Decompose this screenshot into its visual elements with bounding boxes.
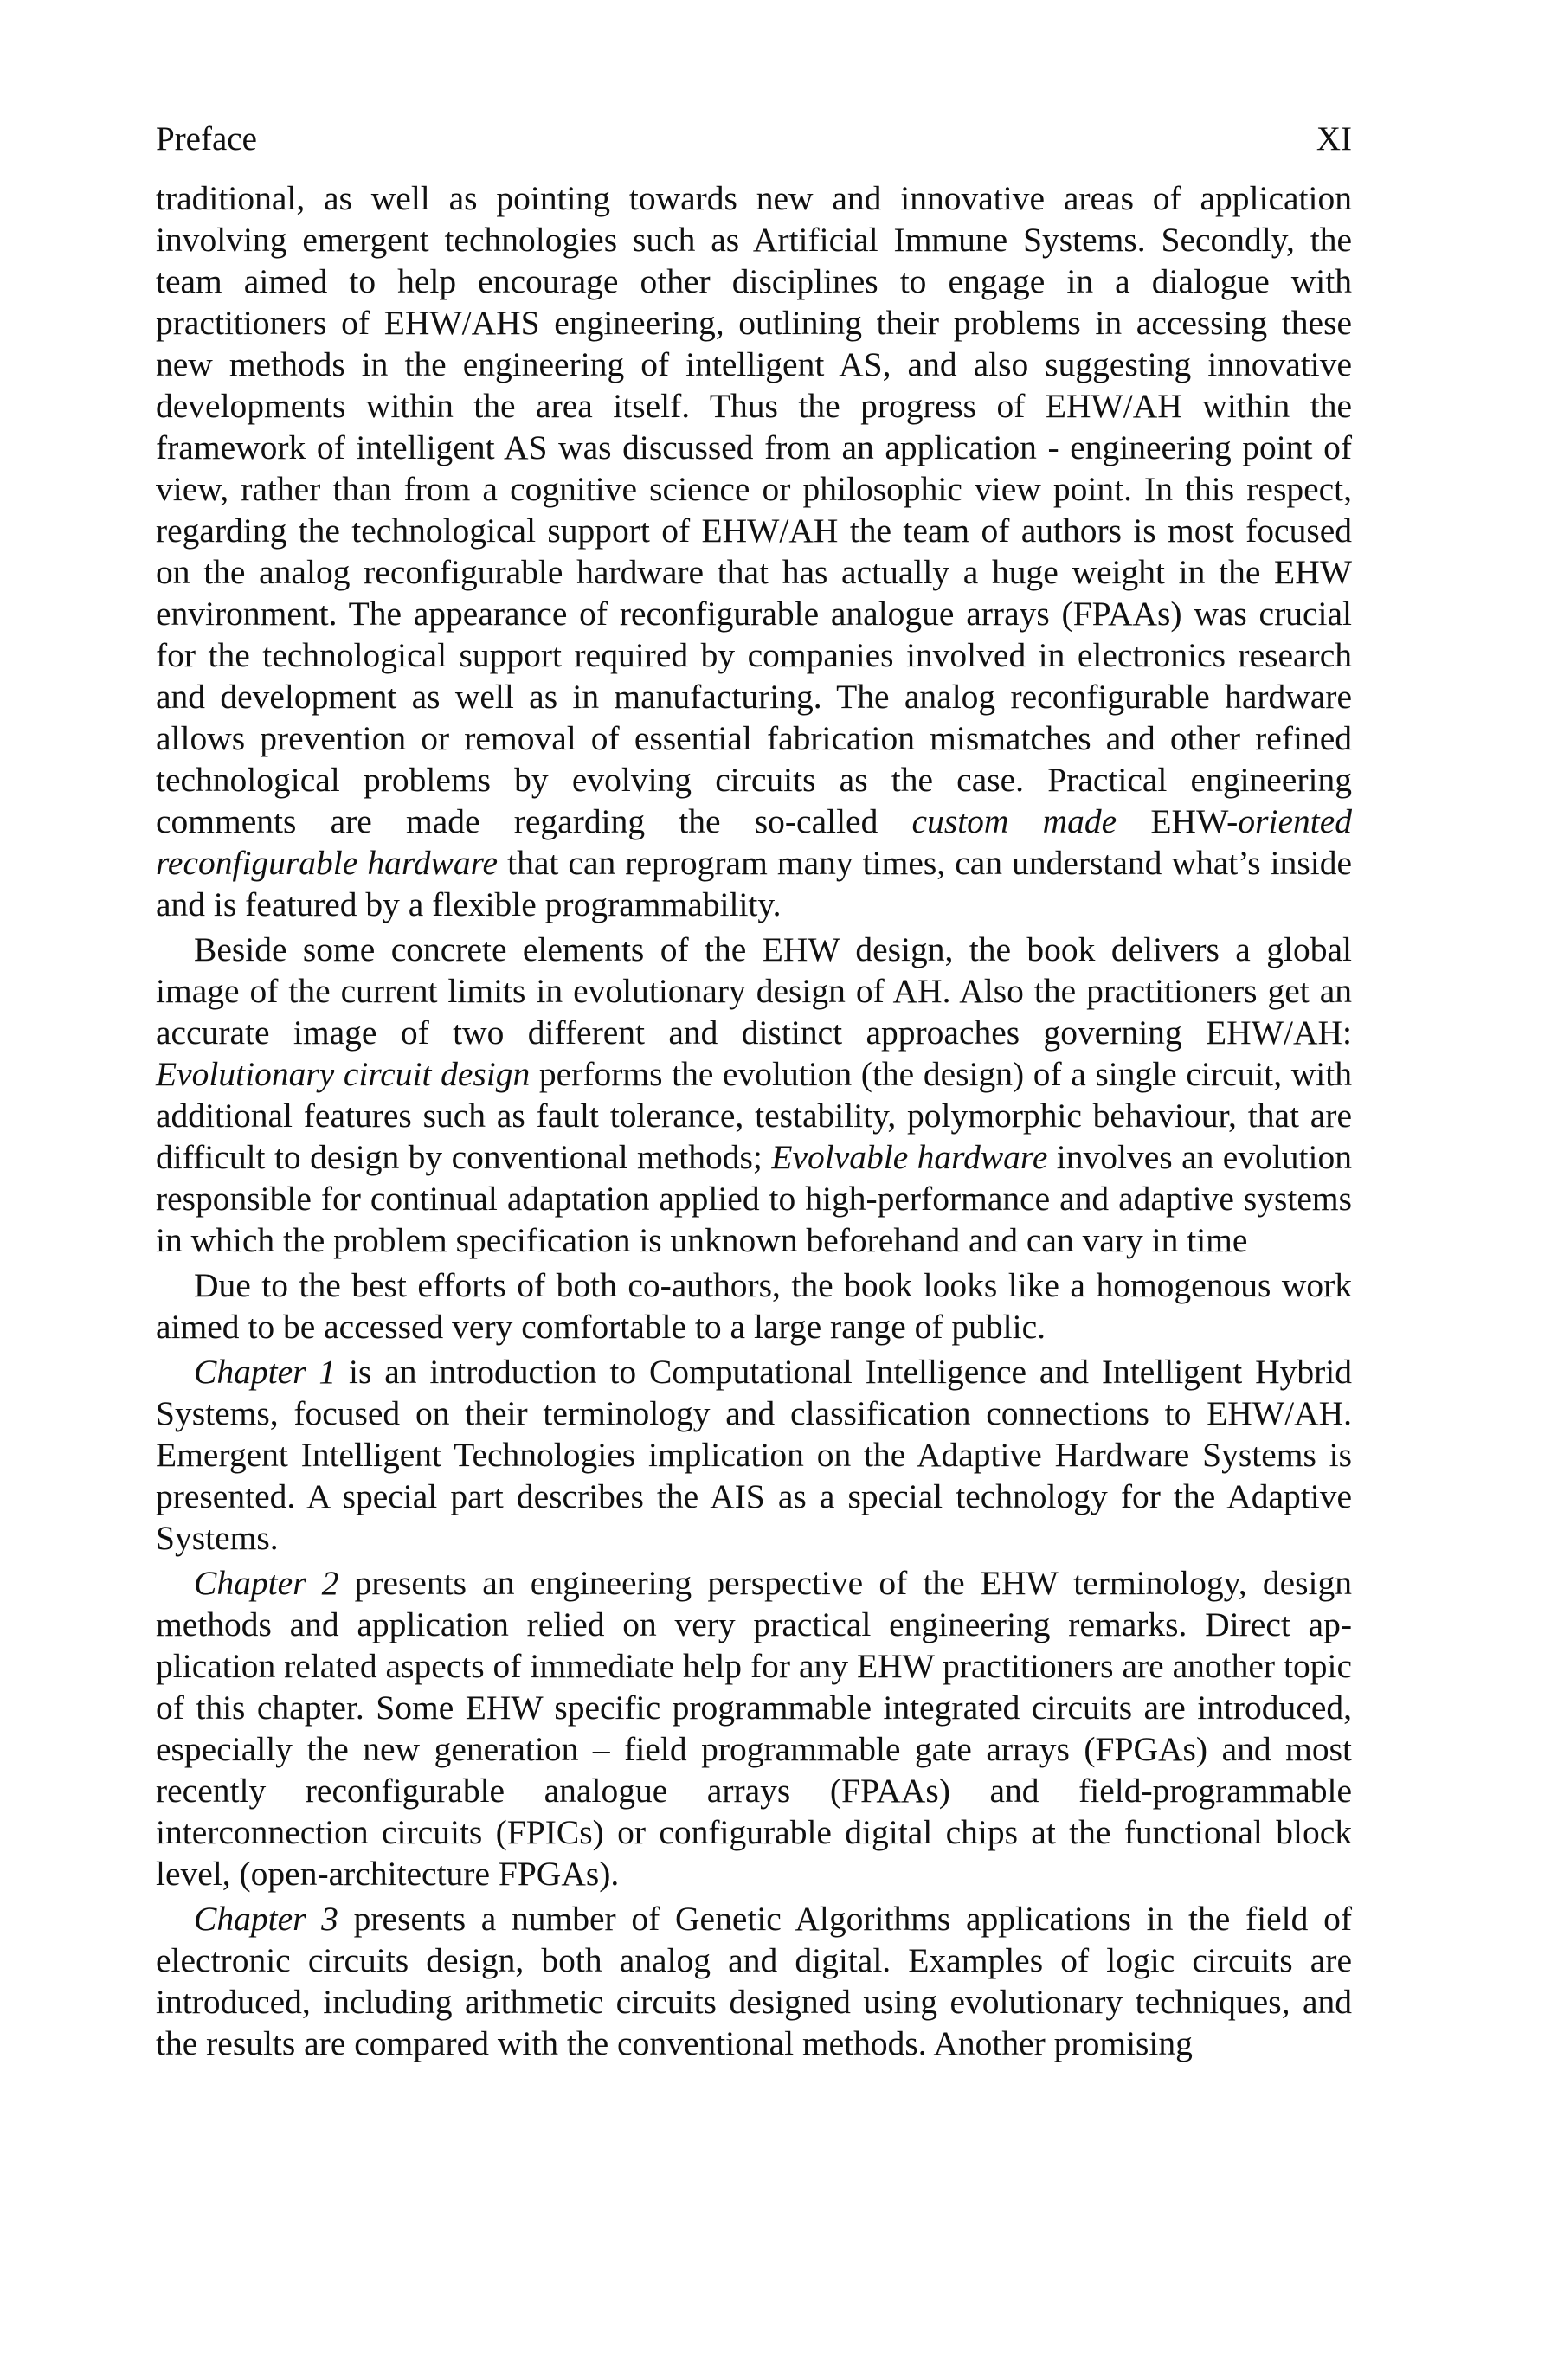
page-number: XI [1316,120,1352,158]
running-title: Preface [156,120,257,158]
paragraph-1-italic-a: custom made [911,802,1117,840]
paragraph-1-text-b: EHW- [1117,802,1239,840]
paragraph-2-italic-a: Evolutionary circuit design [156,1055,531,1093]
paragraph-2 [156,929,1352,1261]
paragraph-5-text: presents an engineering perspective of the EHW terminology, design methods and application relied on very practical engineering remarks. Direct application related aspects of immediate help for any EHW practitioners are another topic of this chapter. Some EHW specific programmable integrated circuits are introduced, especially the new generation – field programmable gate arrays (FPGAs) and most recently reconfigurable analogue arrays (FPAAs) and field-programmable interconnection circuits (FPICs) or configurable digital chips at the functional block level, (open-architecture FPGAs). [156,1564,1352,1893]
paragraph-2-italic-b: Evolvable hardware [771,1138,1048,1176]
paragraph-2-text-a: Beside some concrete elements of the EHW design, the book delivers a global image of the current limits in evolutionary design of AH. Also the practitioners get an accurate image of two different and distinct approaches governing EHW/AH: [156,930,1352,1052]
paragraph-6 [156,1898,1352,2064]
paragraph-4-italic: Chapter 1 [194,1353,337,1391]
book-page [156,117,1352,2064]
paragraph-1-italic-b: oriented reconfigurable hardware [156,802,1352,882]
paragraph-4 [156,1351,1352,1559]
paragraph-3-text: Due to the best efforts of both co-authors, the book looks like a homogenous work aimed to be accessed very comfortable to a large range of public. [156,1266,1352,1346]
paragraph-4-text: is an introduction to Computational Intelligence and Intelligent Hybrid Systems, focused on their terminology and classification connections to EHW/AH. Emergent Intelligent Technologies implication on the Adaptive Hardware Systems is presented. A special part describes the AIS as a special technology for the Adaptive Systems. [156,1353,1352,1557]
paragraph-1 [156,177,1352,925]
paragraph-5-italic: Chapter 2 [194,1564,339,1602]
paragraph-6-italic: Chapter 3 [194,1900,338,1938]
paragraph-2-text-c: involves an evolution responsible for continual adaptation applied to high-performance and adaptive systems in which the problem specification is unknown beforehand and can vary in time [156,1138,1352,1259]
paragraph-2-text-b: performs the evolution (the design) of a single circuit, with additional features such as fault tolerance, testability, polymorphic behaviour, that are difficult to design by conventional methods; [156,1055,1352,1176]
body-text [156,177,1352,2064]
paragraph-5 [156,1562,1352,1894]
paragraph-6-text: presents a number of Genetic Algorithms applications in the field of electronic circuits design, both analog and digital. Examples of logic circuits are introduced, including arithmetic circuits designed using evolutionary techniques, and the results are compared with the conventional methods. Another promising [156,1900,1352,2062]
paragraph-1-text-a: traditional, as well as pointing towards new and innovative areas of application involving emergent technologies such as Artificial Immune Systems. Secondly, the team aimed to help encourage other disciplines to engage in a dialogue with practitioners of EHW/AHS engineering, outlining their problems in accessing these new methods in the engineering of intelligent AS, and also suggesting innovative developments within the area itself. Thus the progress of EHW/AH within the framework of intelligent AS was discussed from an application - engineering point of view, rather than from a cognitive science or philosophic view point. In this respect, regarding the technological support of EHW/AH the team of authors is most focused on the analog reconfigurable hardware that has actually a huge weight in the EHW environment. The appearance of reconfigurable analogue arrays (FPAAs) was crucial for the technological support required by companies involved in electronics research and development as well as in manufacturing. The analog reconfigurable hardware allows prevention or removal of essential fabrication mismatches and other refined technological problems by evolving circuits as the case. Practical engineering comments are made regarding the so-called [156,179,1352,840]
paragraph-1-text-c: that can reprogram many times, can understand what’s inside and is featured by a flexible programmability. [156,844,1352,923]
paragraph-3 [156,1264,1352,1348]
running-header [156,117,1352,162]
